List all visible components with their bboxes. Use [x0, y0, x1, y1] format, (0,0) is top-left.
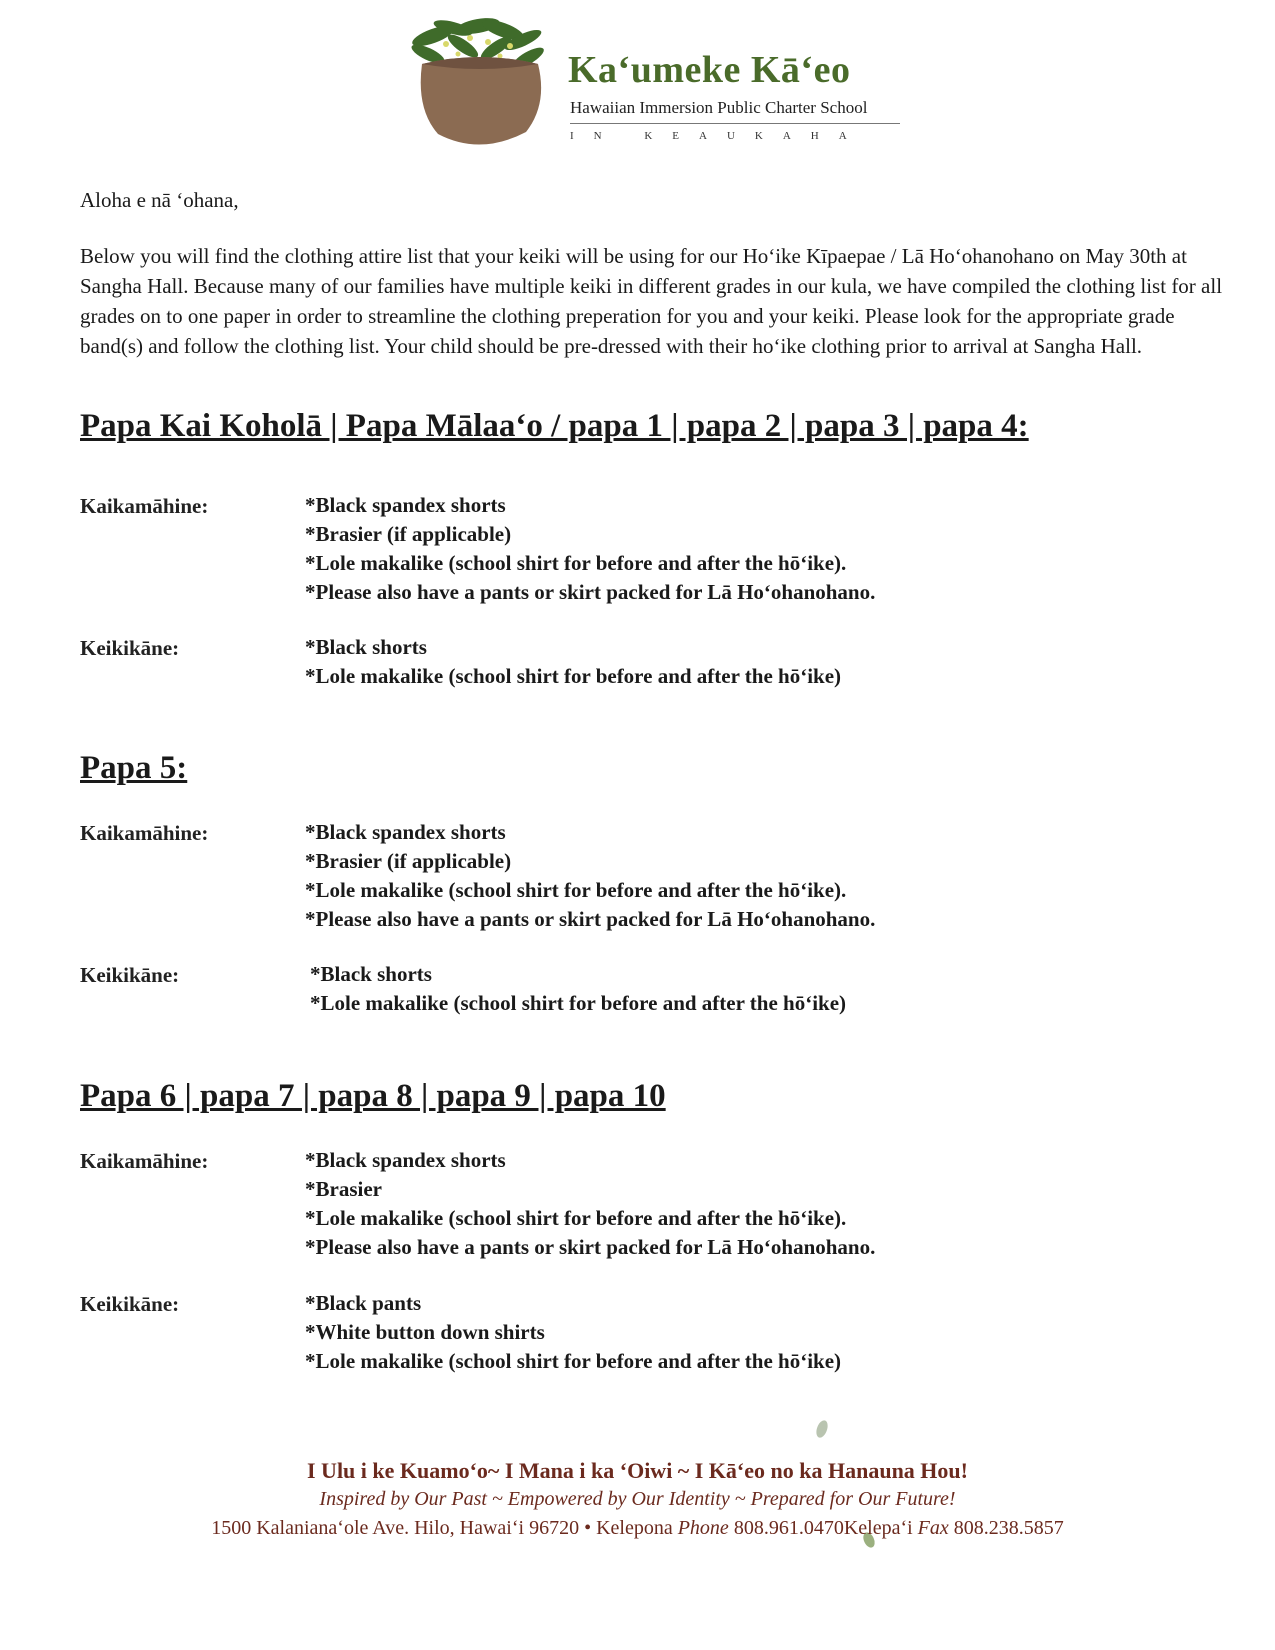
group-label-kaikamahine: Kaikamāhine: [80, 494, 209, 518]
group-label-keikikane: Keikikāne: [80, 636, 180, 660]
list-item: *Please also have a pants or skirt packed for Lā Hoʻohanohano. [305, 1235, 876, 1259]
list-item: *Lole makalike (school shirt for before and after the hōʻike) [305, 1349, 842, 1373]
footer-tagline: Inspired by Our Past ~ Empowered by Our Identity ~ Prepared for Our Future! [319, 1488, 956, 1510]
umeke-bowl-logo [408, 14, 558, 154]
phone-label: Phone [677, 1517, 729, 1539]
list-item: *Black spandex shorts [305, 1148, 506, 1172]
list-item: *Please also have a pants or skirt packed for Lā Hoʻohanohano. [305, 580, 876, 604]
group-label-kaikamahine: Kaikamāhine: [80, 821, 209, 845]
list-item: *White button down shirts [305, 1320, 545, 1344]
list-item: *Black spandex shorts [305, 493, 506, 517]
clothing-list-keikikane [310, 960, 846, 1018]
fax-label: Fax [917, 1517, 949, 1539]
list-item: *Black shorts [305, 635, 427, 659]
list-item: *Black spandex shorts [305, 820, 506, 844]
phone-number: 808.961.0470 [733, 1517, 844, 1539]
school-subtitle: Hawaiian Immersion Public Charter School [570, 98, 868, 117]
clothing-list-keikikane [305, 1289, 841, 1376]
group-label-keikikane: Keikikāne: [80, 963, 180, 987]
list-item: *Lole makalike (school shirt for before and after the hōʻike). [305, 878, 847, 902]
list-item: *Lole makalike (school shirt for before and after the hōʻike) [305, 664, 842, 688]
footer-address: 1500 Kalanianaʻole Ave. Hilo, Hawaiʻi 96720 • Kelepona [211, 1517, 673, 1539]
footer-contact [0, 1517, 1275, 1540]
list-item: *Brasier (if applicable) [305, 522, 512, 546]
fax-number: 808.238.5857 [953, 1517, 1064, 1539]
group-label-kaikamahine: Kaikamāhine: [80, 1149, 209, 1173]
school-name: Kaʻumeke Kāʻeo [568, 49, 851, 91]
list-item: *Black shorts [310, 962, 432, 986]
clothing-list-kaikamahine [305, 818, 875, 934]
section-heading-grade-5: Papa 5: [80, 750, 188, 786]
section-heading-grades-k-4: Papa Kai Koholā | Papa Mālaaʻo / papa 1 | papa 2 | papa 3 | papa 4: [80, 408, 1029, 444]
group-label-keikikane: Keikikāne: [80, 1292, 180, 1316]
leaf-icon [812, 1418, 832, 1440]
list-item: *Black pants [305, 1291, 422, 1315]
fax-prefix: Kelepaʻi [843, 1517, 913, 1539]
list-item: *Lole makalike (school shirt for before and after the hōʻike) [310, 991, 847, 1015]
list-item: *Please also have a pants or skirt packed for Lā Hoʻohanohano. [305, 907, 876, 931]
school-location: IN KEAUKAHA [570, 130, 867, 142]
clothing-list-kaikamahine [305, 1146, 875, 1262]
intro-paragraph: Below you will find the clothing attire list that your keiki will be using for our Hoʻike Kīpaepae / Lā Hoʻohanohano on May 30th at Sangha Hall. Because many of our families have multiple keiki in different grades in our kula, we have compiled the clothing list for all grades on to one paper in order to streamline the clothing preperation for you and your keiki. Please look for the appropriate grade band(s) and follow the clothing list. Your child should be pre-dressed with their hoʻike clothing prior to arrival at Sangha Hall. [80, 244, 1223, 358]
letterhead-divider [570, 123, 900, 124]
footer-motto: I Ulu i ke Kuamoʻo~ I Mana i ka ʻOiwi ~ I Kāʻeo no ka Hanauna Hou! [307, 1458, 968, 1483]
list-item: *Brasier (if applicable) [305, 849, 512, 873]
list-item: *Lole makalike (school shirt for before and after the hōʻike). [305, 551, 847, 575]
list-item: *Lole makalike (school shirt for before and after the hōʻike). [305, 1206, 847, 1230]
greeting: Aloha e nā ʻohana, [80, 188, 239, 212]
clothing-list-keikikane [305, 633, 841, 691]
letterhead [408, 14, 908, 154]
list-item: *Brasier [305, 1177, 382, 1201]
clothing-list-kaikamahine [305, 491, 875, 607]
section-heading-grades-6-10: Papa 6 | papa 7 | papa 8 | papa 9 | papa 10 [80, 1078, 666, 1114]
